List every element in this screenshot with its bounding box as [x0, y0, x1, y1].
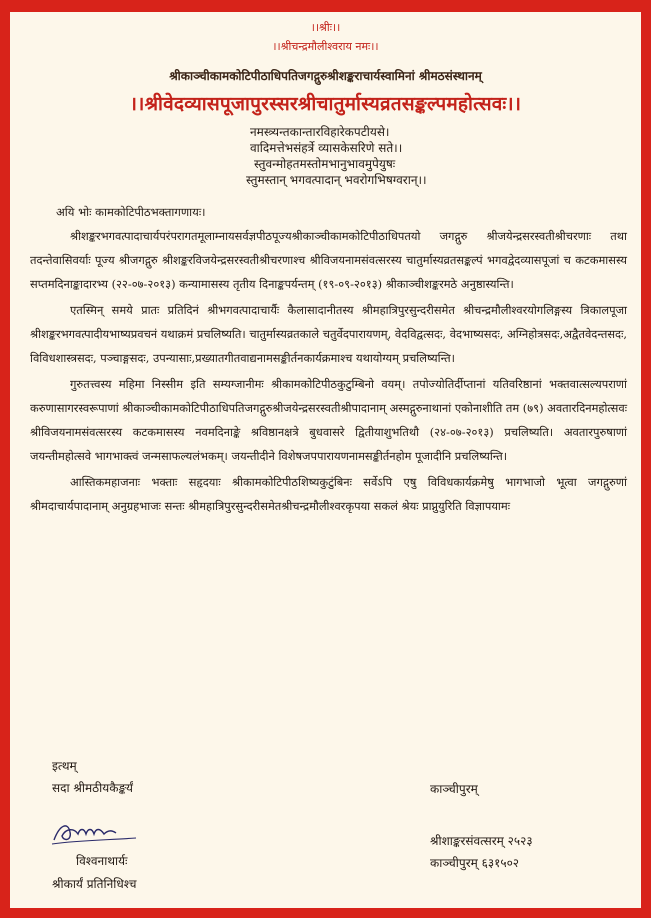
- paragraph-2: एतस्मिन् समये प्रातः प्रतिदिनं श्रीभगवत्पादाचार्यैः कैलासादानीतस्य श्रीमहात्रिपुरसुन्दरीसमेत श्रीचन्द्रमौलीश्वरयोगलिङ्गस्य त्रिकालपूजा श्रीशङ्करभगवत्पादीयभाष्यप्रवचनं यथाक्रमं प्रचलिष्यति। चातुर्मास्यव्रतकाले चतुर्वेदपारायणम्, वेदविद्वत्सदः, वेदभाष्यसदः, अग्निहोत्रसदः,अद्वैतवेदन्तसदः, विविधशास्त्रसदः, पञ्चाङ्गसदः, उपन्यासाः,प्रख्यातगीतवाद्यनामसङ्कीर्तनकार्यक्रमाश्च यथायोग्यम् प्रचलिष्यन्ति।: [30, 303, 627, 365]
- verse-line-3: स्तुवन्मोहतमस्तोमभानुभावमुपेयुषः: [254, 157, 396, 171]
- closing-sada: सदा श्रीमठीयकैङ्कर्यं: [52, 781, 133, 795]
- invocation-verse: [240, 124, 427, 188]
- signer-role: श्रीकार्यं प्रतिनिधिश्च: [52, 877, 137, 891]
- invocation-line: ।।श्रीचन्द्रमौलीश्वराय नमः।।: [272, 40, 379, 53]
- place-name: काञ्चीपुरम्: [430, 782, 478, 796]
- samvatsara-year: श्रीशाङ्करसंवत्सरम् २५२३: [430, 834, 533, 848]
- paragraph-1: श्रीशङ्करभगवत्पादाचार्यपरंपरागतमूलाम्नायसर्वज्ञपीठपूज्यश्रीकाञ्चीकामकोटिपीठाधिपतयो जगद्गुरु श्रीजयेन्द्रसरस्वतीश्रीचरणाः तथा तदन्तेवासिवर्याः पूज्य श्रीजगद्गुरु श्रीशङ्करविजयेन्द्रसरस्वतीश्रीचरणाश्च श्रीविजयनामसंवत्सरस्य चातुर्मास्यव्रतसङ्कल्पं भगवद्वेदव्यासपूजां च कटकमासस्य सप्तमदिनाङ्कादारभ्य (२२-०७-२०१३) कन्यामासस्य तृतीय दिनाङ्कपर्यन्तम् (१९-०९-२०१३) श्रीकाञ्चीशङ्करमठे अनुष्ठास्यन्ति।: [30, 229, 627, 291]
- closing-itham: इत्थम्: [52, 759, 77, 773]
- invitation-card: [10, 12, 641, 908]
- verse-line-4: स्तुमस्तान् भगवत्पादान् भवरोगभिषग्वरान्।।: [246, 173, 427, 187]
- verse-line-2: वादिमत्तेभसंहर्त्रे व्यासकेसरिणे सते।।: [250, 141, 403, 155]
- paragraph-4: आस्तिकमहाजनाः भक्ताः सहृदयाः श्रीकामकोटिपीठशिष्यकुटुंबिनः सर्वेऽपि एषु विविधकार्यक्रमेषु भागभाजो भूत्वा जगद्गुरुणां श्रीमदाचार्यपादानाम् अनुग्रहभाजः सन्तः श्रीमहात्रिपुरसुन्दरीसमेतश्रीचन्द्रमौलीश्वरकृपया सकलं श्रेयः प्राप्नुयुरिति विज्ञापयामः: [30, 475, 627, 513]
- pin-code: काञ्चीपुरम् ६३१५०२: [430, 856, 520, 870]
- body-text: [30, 224, 627, 518]
- signer-name: विश्वनाथार्यः: [76, 854, 128, 868]
- institution-line: श्रीकाञ्चीकामकोटिपीठाधिपतिजगद्गुरुश्रीशङ्कराचार्यस्वामिनां श्रीमठसंस्थानम्: [169, 69, 482, 83]
- handwritten-signature: [50, 818, 140, 848]
- verse-line-1: नमस्त्र्यन्तकान्तारविहारेकपटीयसे।: [250, 125, 390, 139]
- page-title: ।।श्रीवेदव्यासपूजापुरस्सरश्रीचातुर्मास्यव्रतसङ्कल्पमहोत्सवः।।: [129, 93, 522, 115]
- salutation: अयि भोः कामकोटिपीठभक्तागणायः।: [56, 205, 206, 219]
- sri-heading: ।।श्रीः।।: [310, 21, 341, 34]
- paragraph-3: गुरुतत्त्वस्य महिमा निस्सीम इति सम्यग्जानीमः श्रीकामकोटिपीठकुटुम्बिनो वयम्। तपोज्योतिर्दीप्तानां यतिवरिष्ठानां भक्तवात्सल्यपराणां करुणासागरस्वरूपाणां श्रीकाञ्चीकामकोटिपीठाधिपतिजगद्गुरुश्रीजयेन्द्रसरस्वतीश्रीपादानाम् अस्मद्गुरुनाथानां एकोनाशीति तम (७९) अवतारदिनमहोत्सवः श्रीविजयनामसंवत्सरस्य कटकमासस्य नवमदिनाङ्के श्रविष्ठानक्षत्रे बुधवासरे द्वितीयाशुभतिथौ (२४-०७-२०१३) प्रचलिष्यति। अवतारपुरुषाणां जयन्तीमहोत्सवे भागभाक्त्वं जन्मसाफल्यलंभकम्। जयन्तीदीने विशेषजपपारायणनामसङ्कीर्तनहोम पूजादीनि प्रचलिष्यन्ति।: [30, 377, 627, 463]
